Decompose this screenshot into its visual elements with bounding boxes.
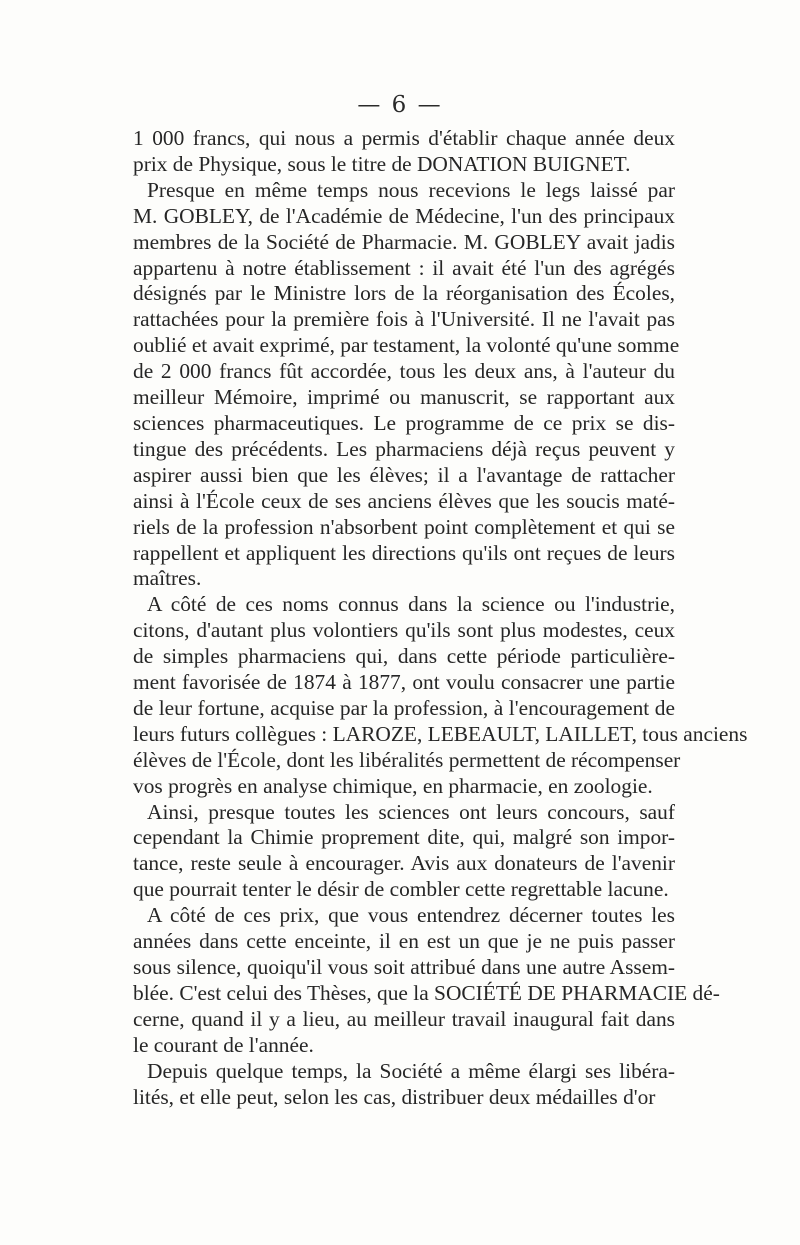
text-line: de 2 000 francs fût accordée, tous les deux ans, à l'auteur du xyxy=(133,359,675,384)
text-line: Presque en même temps nous recevions le legs laissé par xyxy=(147,177,675,202)
paragraph xyxy=(133,1059,675,1111)
text-line: désignés par le Ministre lors de la réorganisation des Écoles, xyxy=(133,281,675,306)
text-line: que pourrait tenter le désir de combler cette regrettable lacune. xyxy=(133,877,669,902)
text-line: de leur fortune, acquise par la profession, à l'encouragement de xyxy=(133,695,675,720)
text-line: citons, d'autant plus volontiers qu'ils sont plus modestes, ceux xyxy=(133,618,675,643)
text-line: tance, reste seule à encourager. Avis aux donateurs de l'avenir xyxy=(133,851,675,876)
text-line: tingue des précédents. Les pharmaciens déjà reçus peuvent y xyxy=(133,436,675,461)
body-text xyxy=(133,126,748,1110)
text-line: cerne, quand il y a lieu, au meilleur travail inaugural fait dans xyxy=(133,1006,675,1031)
text-line: A côté de ces prix, que vous entendrez décerner toutes les xyxy=(147,903,675,928)
text-line: rappellent et appliquent les directions qu'ils ont reçues de leurs xyxy=(133,540,675,565)
text-line: de simples pharmaciens qui, dans cette période particulière- xyxy=(133,644,675,669)
text-line: prix de Physique, sous le titre de DONATION BUIGNET. xyxy=(133,151,631,176)
text-line: vos progrès en analyse chimique, en pharmacie, en zoologie. xyxy=(133,773,653,798)
text-line: sous silence, quoiqu'il vous soit attribué dans une autre Assem- xyxy=(133,955,675,979)
text-line: rattachées pour la première fois à l'Université. Il ne l'avait pas xyxy=(133,307,675,332)
text-line: le courant de l'année. xyxy=(133,1032,314,1057)
paragraph xyxy=(133,903,720,1058)
paragraph xyxy=(133,177,680,593)
text-line: aspirer aussi bien que les élèves; il a l'avantage de rattacher xyxy=(133,462,675,487)
text-line: riels de la profession n'absorbent point complètement et qui se xyxy=(133,514,675,539)
text-line: oublié et avait exprimé, par testament, la volonté qu'une somme xyxy=(133,333,680,358)
text-line: Depuis quelque temps, la Société a même élargi ses libéra- xyxy=(147,1058,675,1083)
text-line: maîtres. xyxy=(133,566,202,591)
text-line: Ainsi, presque toutes les sciences ont leurs concours, sauf xyxy=(147,799,675,824)
text-line: blée. C'est celui des Thèses, que la SOCIÉTÉ DE PHARMACIE dé- xyxy=(133,980,720,1005)
text-line: élèves de l'École, dont les libéralités permettent de récompenser xyxy=(133,747,681,772)
paragraph xyxy=(133,592,748,799)
text-line: membres de la Société de Pharmacie. M. GOBLEY avait jadis xyxy=(133,229,675,254)
text-line: sciences pharmaceutiques. Le programme de ce prix se dis- xyxy=(133,410,675,435)
text-line: lités, et elle peut, selon les cas, distribuer deux médailles d'or xyxy=(133,1084,656,1109)
text-line: appartenu à notre établissement : il avait été l'un des agrégés xyxy=(133,255,675,280)
text-line: cependant la Chimie proprement dite, qui, malgré son impor- xyxy=(133,825,675,850)
paragraph xyxy=(133,800,675,904)
page-number: — 6 — xyxy=(357,92,443,118)
text-line: ment favorisée de 1874 à 1877, ont voulu consacrer une partie xyxy=(133,670,675,695)
text-line: M. GOBLEY, de l'Académie de Médecine, l'un des principaux xyxy=(133,203,675,228)
text-line: leurs futurs collègues : LAROZE, LEBEAULT, LAILLET, tous anciens xyxy=(133,721,748,746)
paragraph xyxy=(133,126,675,178)
text-line: 1 000 francs, qui nous a permis d'établir chaque année deux xyxy=(133,126,675,150)
text-line: meilleur Mémoire, imprimé ou manuscrit, se rapportant aux xyxy=(133,385,675,410)
text-line: années dans cette enceinte, il en est un que je ne puis passer xyxy=(133,929,675,954)
text-line: A côté de ces noms connus dans la science ou l'industrie, xyxy=(147,592,675,617)
text-line: ainsi à l'École ceux de ses anciens élèves que les soucis maté- xyxy=(133,488,675,513)
